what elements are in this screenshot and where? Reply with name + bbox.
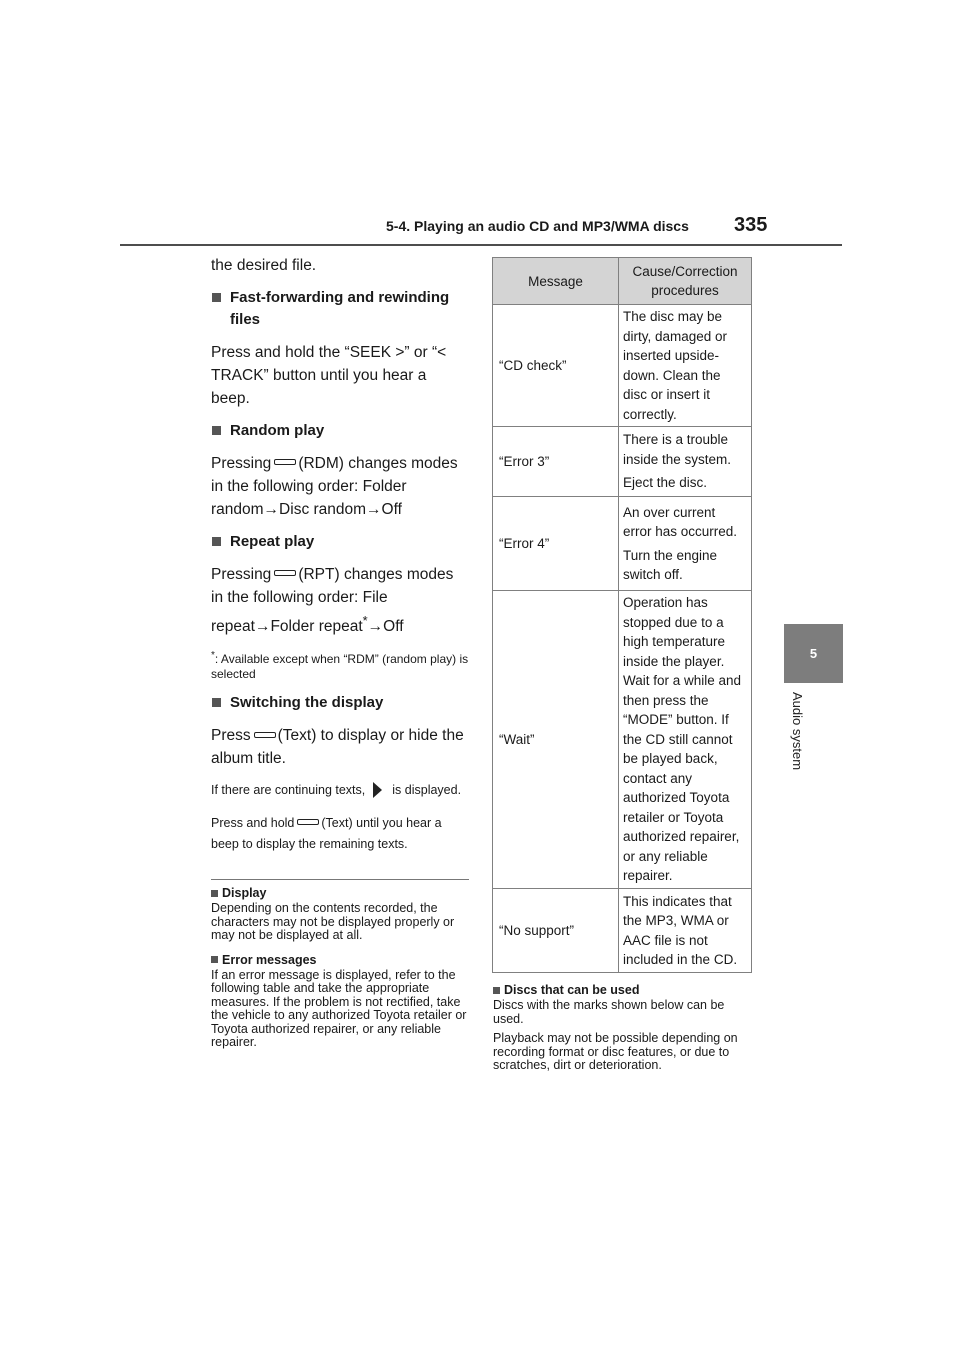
hold-text: Press and hold (Text) until you hear a beep to display the remaining texts. (211, 816, 442, 852)
discs-heading: Discs that can be used (493, 983, 755, 997)
section-divider (211, 879, 469, 880)
error-message-table (492, 257, 752, 973)
repeat-heading: Repeat play (211, 531, 469, 553)
message-cell: “Error 4” (493, 497, 619, 591)
error-heading: Error messages (211, 953, 469, 967)
cause-cell: The disc may be dirty, damaged or inserted upside-down. Clean the disc or insert it correctly. (619, 305, 752, 427)
discs-section (493, 983, 755, 1083)
cause-cell: Operation has stopped due to a high temperature inside the player. Wait for a while and then press the “MODE” button. If the CD still cannot be played back, contact any authorized Toyota retailer or Toyota authorized repairer, or any reliable repairer. (619, 591, 752, 889)
bullet-square-icon (212, 293, 221, 302)
bullet-square-icon (211, 956, 218, 963)
message-cell: “No support” (493, 889, 619, 973)
button-bar-icon (274, 459, 296, 465)
switch-heading: Switching the display (211, 692, 469, 714)
table-row (493, 889, 752, 973)
ff-heading: Fast-forwarding and rewinding files (211, 287, 469, 331)
ff-text: Press and hold the “SEEK >” or “< TRACK” button until you hear a beep. (211, 344, 447, 407)
cause-cell: An over current error has occurred. Turn the engine switch off. (619, 497, 752, 591)
chapter-label: Audio system (790, 692, 805, 771)
chapter-tab: 5 (784, 624, 843, 683)
switch-text: Press (Text) to display or hide the album title. (211, 727, 464, 768)
table-row (493, 427, 752, 497)
table-header-row (493, 258, 752, 305)
section-title: 5-4. Playing an audio CD and MP3/WMA discs (386, 218, 689, 234)
table-row (493, 591, 752, 889)
display-heading: Display (211, 886, 469, 900)
footnote: *: Available except when “RDM” (random play) is selected (211, 650, 469, 682)
table-header: Message (493, 258, 619, 305)
bullet-square-icon (493, 987, 500, 994)
cause-cell: There is a trouble inside the system. Eject the disc. (619, 427, 752, 497)
left-column (211, 254, 469, 1060)
discs-text-2: Playback may not be possible depending on recording format or disc features, or due to scratches, dirt or deterioration. (493, 1031, 738, 1072)
page-number: 335 (734, 214, 768, 236)
display-text: Depending on the contents recorded, the characters may not be displayed properly or may not be displayed at all. (211, 901, 455, 943)
repeat-text: Pressing (RPT) changes modes in the following order: File repeat→Folder repeat*→Off (211, 566, 454, 636)
bullet-square-icon (212, 426, 221, 435)
message-cell: “CD check” (493, 305, 619, 427)
error-text: If an error message is displayed, refer to the following table and take the appropriate measures. If the problem is not rectified, take the vehicle to any authorized Toyota retailer or Toyota authorized repairer, or any reliable repairer. (211, 967, 467, 1050)
button-bar-icon (254, 732, 276, 738)
header-divider (120, 244, 842, 246)
table-row (493, 305, 752, 427)
continuing-text: If there are continuing texts, is displayed. (211, 783, 462, 798)
table-row (493, 497, 752, 591)
random-text: Pressing (RDM) changes modes in the following order: Folder random→Disc random→Off (211, 455, 458, 518)
bullet-square-icon (211, 890, 218, 897)
button-bar-icon (297, 819, 319, 825)
discs-text-1: Discs with the marks shown below can be used. (493, 998, 725, 1026)
right-arrow-icon (373, 782, 382, 798)
message-cell: “Wait” (493, 591, 619, 889)
message-cell: “Error 3” (493, 427, 619, 497)
random-heading: Random play (211, 420, 469, 442)
cause-cell: This indicates that the MP3, WMA or AAC file is not included in the CD. (619, 889, 752, 973)
table-header: Cause/Correction procedures (619, 258, 752, 305)
bullet-square-icon (212, 537, 221, 546)
bullet-square-icon (212, 698, 221, 707)
intro-text: the desired file. (211, 257, 317, 274)
button-bar-icon (274, 570, 296, 576)
